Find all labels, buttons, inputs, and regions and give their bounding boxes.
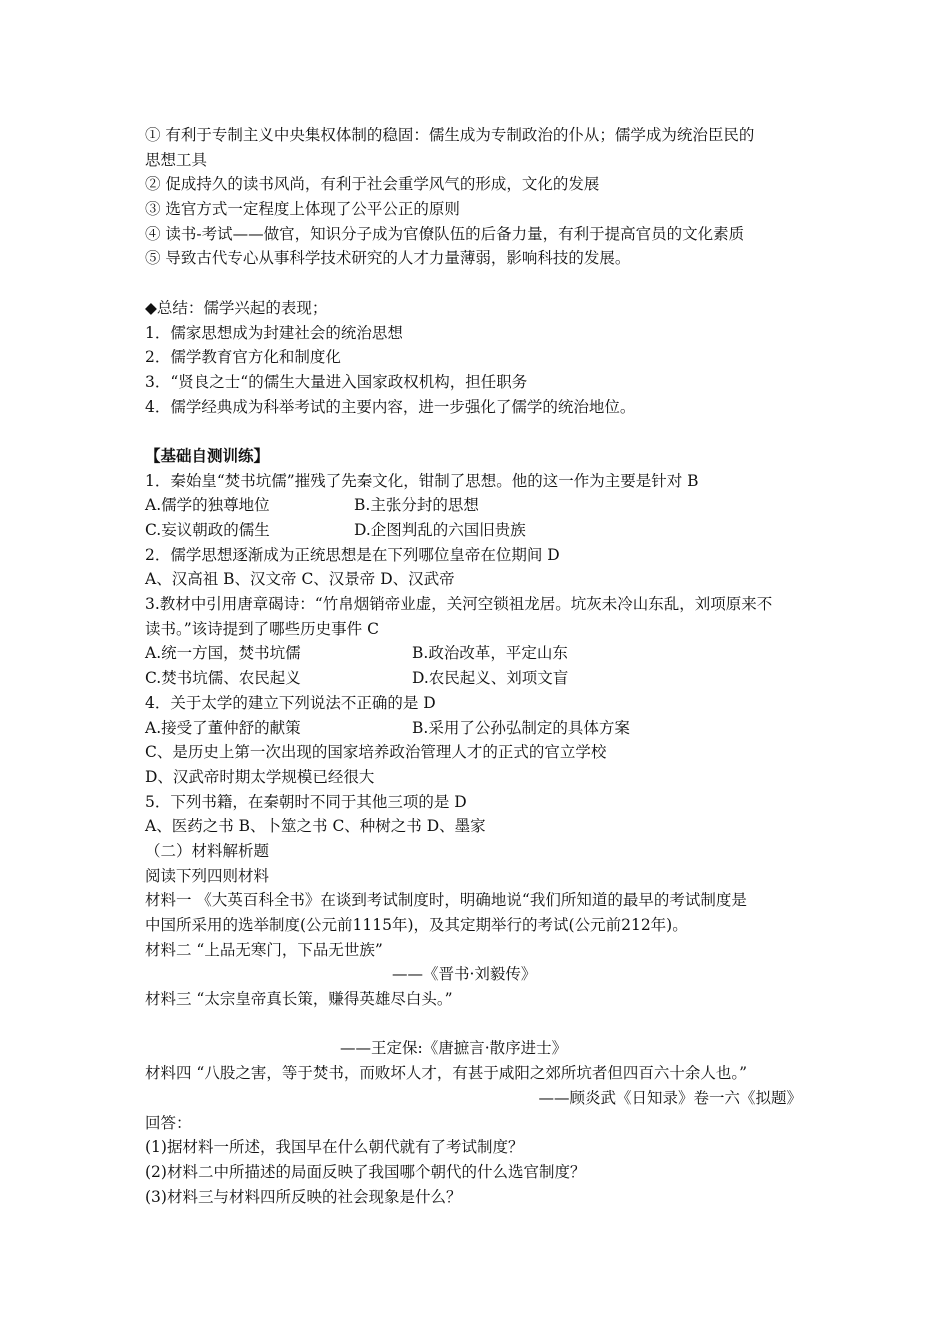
- summary-heading: ◆总结：儒学兴起的表现；: [145, 298, 328, 317]
- material-3-source: ——王定保:《唐摭言·散序进士》: [340, 1039, 568, 1058]
- spacer: [145, 1012, 810, 1037]
- question-1-option-b: B.主张分封的思想: [354, 496, 479, 515]
- summary-item-1: 1．儒家思想成为封建社会的统治思想: [145, 323, 403, 342]
- effect-item-1-cont: 思想工具: [145, 150, 208, 169]
- material-1-line-2: 中国所采用的选举制度(公元前1115年)，及其定期举行的考试(公元前212年)。: [145, 916, 688, 934]
- material-2-source: ——《晋书·刘毅传》: [392, 965, 537, 984]
- question-3-stem-line-2: 读书。”该诗提到了哪些历史事件 C: [145, 619, 379, 638]
- material-4-source: ——顾炎武《日知录》卷一六《拟题》: [538, 1088, 802, 1107]
- document-body: [145, 123, 810, 1209]
- question-3-stem-line-1: 3.教材中引用唐章碣诗：“竹帛烟销帝业虚，关河空锁祖龙居。坑灰未冷山东乱，刘项原来不: [145, 595, 773, 614]
- summary-item-2: 2．儒学教育官方化和制度化: [145, 348, 341, 367]
- question-4-options-row-1: [145, 716, 810, 741]
- analysis-question-1: (1)据材料一所述，我国早在什么朝代就有了考试制度？: [145, 1138, 524, 1157]
- practice-title: 【基础自测训练】: [145, 445, 270, 465]
- question-1-option-c: C.妄议朝政的儒生: [145, 521, 270, 539]
- question-3-option-a: A.统一方国，焚书坑儒: [145, 644, 301, 663]
- question-3-option-b: B.政治改革，平定山东: [412, 644, 568, 663]
- spacer: [145, 419, 810, 444]
- material-4-text: 材料四 “八股之害，等于焚书，而败坏人才，有甚于咸阳之郊所坑者但四百六十余人也。”: [145, 1064, 748, 1083]
- question-1-option-a: A.儒学的独尊地位: [145, 496, 270, 515]
- effect-item-4: ④ 读书-考试——做官，知识分子成为官僚队伍的后备力量，有利于提高官员的文化素质: [145, 224, 745, 243]
- question-4-option-c: C、是历史上第一次出现的国家培养政治管理人才的正式的官立学校: [145, 743, 607, 762]
- summary-item-3: 3．“贤良之士“的儒生大量进入国家政权机构，担任职务: [145, 372, 528, 391]
- question-3-options-row-1: [145, 641, 810, 666]
- spacer: [145, 271, 810, 296]
- question-3-option-d: D.农民起义、刘项文盲: [412, 669, 569, 688]
- material-2-text: 材料二 “上品无寒门，下品无世族”: [145, 940, 383, 959]
- analysis-question-2: (2)材料二中所描述的局面反映了我国哪个朝代的什么选官制度？: [145, 1162, 586, 1181]
- question-1-options-row-1: [145, 493, 810, 518]
- effect-item-5: ⑤ 导致古代专心从事科学技术研究的人才力量薄弱，影响科技的发展。: [145, 249, 631, 268]
- question-5-options: A、医药之书 B、卜筮之书 C、种树之书 D、墨家: [145, 817, 486, 836]
- effect-item-2: ② 促成持久的读书风尚，有利于社会重学风气的形成，文化的发展: [145, 175, 600, 194]
- analysis-intro: 阅读下列四则材料: [145, 866, 270, 885]
- material-3-text: 材料三 “太宗皇帝真长策，赚得英雄尽白头。”: [145, 990, 453, 1009]
- question-1-stem: 1．秦始皇“焚书坑儒”摧残了先秦文化，钳制了思想。他的这一作为主要是针对 B: [145, 471, 699, 490]
- answer-label: 回答：: [145, 1113, 192, 1132]
- question-2-options: A、汉高祖 B、汉文帝 C、汉景帝 D、汉武帝: [145, 570, 455, 589]
- question-2-stem: 2．儒学思想逐渐成为正统思想是在下列哪位皇帝在位期间 D: [145, 545, 560, 564]
- question-1-options-row-2: [145, 518, 810, 543]
- question-4-option-d: D、汉武帝时期太学规模已经很大: [145, 767, 375, 786]
- question-3-options-row-2: [145, 666, 810, 691]
- effect-item-1: ① 有利于专制主义中央集权体制的稳固：儒生成为专制政治的仆从；儒学成为统治臣民的: [145, 126, 755, 144]
- analysis-title: （二）材料解析题: [145, 841, 270, 860]
- question-4-stem: 4．关于太学的建立下列说法不正确的是 D: [145, 693, 436, 712]
- analysis-question-3: (3)材料三与材料四所反映的社会现象是什么？: [145, 1187, 462, 1206]
- summary-item-4: 4．儒学经典成为科举考试的主要内容，进一步强化了儒学的统治地位。: [145, 397, 636, 416]
- material-1-line-1: 材料一 《大英百科全书》在谈到考试制度时，明确地说“我们所知道的最早的考试制度是: [145, 891, 747, 910]
- effect-item-3: ③ 选官方式一定程度上体现了公平公正的原则: [145, 200, 460, 219]
- question-3-option-c: C.焚书坑儒、农民起义: [145, 669, 301, 688]
- question-4-option-a: A.接受了董仲舒的献策: [145, 718, 301, 737]
- question-1-option-d: D.企图判乱的六国旧贵族: [354, 521, 526, 539]
- question-5-stem: 5．下列书籍，在秦朝时不同于其他三项的是 D: [145, 792, 467, 811]
- question-4-option-b: B.采用了公孙弘制定的具体方案: [412, 718, 630, 737]
